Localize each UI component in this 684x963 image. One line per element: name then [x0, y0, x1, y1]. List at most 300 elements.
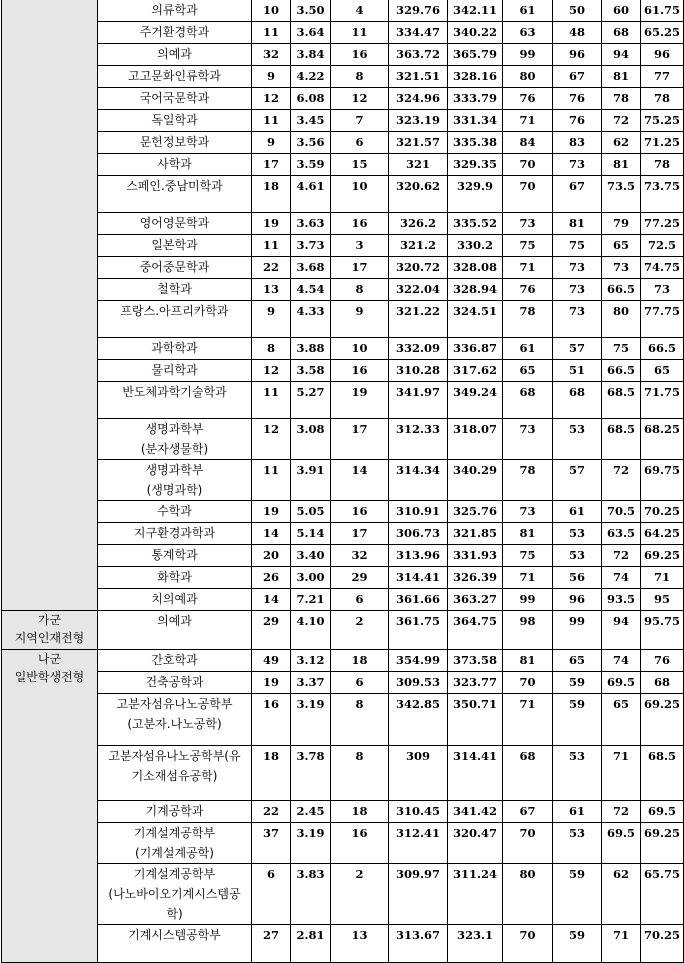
value-cell: 65 [553, 650, 602, 672]
value-cell: 323.77 [448, 672, 503, 694]
value-cell: 71 [503, 694, 553, 746]
value-cell: 5.14 [291, 523, 331, 545]
value-cell: 73 [553, 257, 602, 279]
table-row [2, 132, 684, 154]
value-cell: 78 [503, 460, 553, 501]
value-cell: 320.47 [448, 823, 503, 864]
value-cell: 70.25 [641, 501, 684, 523]
value-cell: 69.25 [641, 694, 684, 746]
table-row [2, 213, 684, 235]
value-cell: 365.79 [448, 44, 503, 66]
department-cell: 일본학과 [98, 235, 252, 257]
value-cell: 313.96 [389, 545, 448, 567]
value-cell: 329.9 [448, 176, 503, 213]
value-cell: 321.51 [389, 66, 448, 88]
table-row [2, 672, 684, 694]
value-cell: 16 [331, 501, 389, 523]
value-cell: 3.40 [291, 545, 331, 567]
department-cell: 기계설계공학부 (기계설계공학) [98, 823, 252, 864]
department-cell: 의류학과 [98, 0, 252, 22]
value-cell: 14 [252, 523, 291, 545]
department-cell: 물리학과 [98, 360, 252, 382]
value-cell: 70.5 [602, 501, 641, 523]
table-row [2, 279, 684, 301]
value-cell: 62 [602, 864, 641, 925]
value-cell: 70 [503, 176, 553, 213]
value-cell: 324.51 [448, 301, 503, 338]
department-cell: 고분자섬유나노공학부 (고분자.나노공학) [98, 694, 252, 746]
table-row [2, 925, 684, 963]
department-cell: 간호학과 [98, 650, 252, 672]
value-cell: 59 [553, 864, 602, 925]
value-cell: 9 [252, 66, 291, 88]
admission-results-table [1, 0, 684, 963]
value-cell: 49 [252, 650, 291, 672]
department-cell: 주거환경학과 [98, 22, 252, 44]
value-cell: 11 [252, 460, 291, 501]
value-cell: 11 [252, 110, 291, 132]
department-cell: 독일학과 [98, 110, 252, 132]
value-cell: 81 [503, 650, 553, 672]
value-cell: 320.62 [389, 176, 448, 213]
value-cell: 59 [553, 672, 602, 694]
value-cell: 74.75 [641, 257, 684, 279]
value-cell: 76 [641, 650, 684, 672]
value-cell: 314.41 [389, 567, 448, 589]
value-cell: 12 [252, 419, 291, 460]
department-cell: 고고문화인류학과 [98, 66, 252, 88]
value-cell: 17 [331, 419, 389, 460]
value-cell: 75 [602, 338, 641, 360]
value-cell: 12 [331, 88, 389, 110]
value-cell: 73.75 [641, 176, 684, 213]
department-cell: 지구환경과학과 [98, 523, 252, 545]
value-cell: 64.25 [641, 523, 684, 545]
value-cell: 73 [641, 279, 684, 301]
value-cell: 329.35 [448, 154, 503, 176]
value-cell: 4 [331, 0, 389, 22]
value-cell: 363.72 [389, 44, 448, 66]
value-cell: 310.91 [389, 501, 448, 523]
value-cell: 71.25 [641, 132, 684, 154]
value-cell: 306.73 [389, 523, 448, 545]
value-cell: 333.79 [448, 88, 503, 110]
value-cell: 7.21 [291, 589, 331, 611]
value-cell: 361.66 [389, 589, 448, 611]
value-cell: 3.19 [291, 694, 331, 746]
value-cell: 12 [252, 88, 291, 110]
value-cell: 66.5 [602, 360, 641, 382]
value-cell: 326.39 [448, 567, 503, 589]
value-cell: 14 [252, 589, 291, 611]
value-cell: 9 [331, 301, 389, 338]
value-cell: 7 [331, 110, 389, 132]
value-cell: 341.42 [448, 801, 503, 823]
admission-track-cell: 나군 일반학생전형 [2, 650, 98, 963]
value-cell: 3.37 [291, 672, 331, 694]
value-cell: 81 [602, 66, 641, 88]
value-cell: 16 [331, 44, 389, 66]
value-cell: 6.08 [291, 88, 331, 110]
table-row [2, 110, 684, 132]
value-cell: 328.16 [448, 66, 503, 88]
value-cell: 70 [503, 823, 553, 864]
value-cell: 73 [553, 279, 602, 301]
value-cell: 8 [331, 694, 389, 746]
table-row [2, 589, 684, 611]
value-cell: 19 [252, 501, 291, 523]
value-cell: 19 [252, 213, 291, 235]
value-cell: 322.04 [389, 279, 448, 301]
value-cell: 11 [252, 22, 291, 44]
value-cell: 67 [553, 66, 602, 88]
department-cell: 생명과학부 (생명과학) [98, 460, 252, 501]
value-cell: 2.45 [291, 801, 331, 823]
value-cell: 77.25 [641, 213, 684, 235]
department-cell: 스페인.중남미학과 [98, 176, 252, 213]
value-cell: 57 [553, 460, 602, 501]
value-cell: 96 [641, 44, 684, 66]
value-cell: 6 [331, 672, 389, 694]
department-cell: 의예과 [98, 611, 252, 650]
table-row [2, 864, 684, 925]
value-cell: 65 [503, 360, 553, 382]
value-cell: 73 [503, 419, 553, 460]
value-cell: 99 [503, 589, 553, 611]
value-cell: 19 [252, 672, 291, 694]
department-cell: 반도체과학기술학과 [98, 382, 252, 419]
value-cell: 16 [331, 213, 389, 235]
table-row [2, 301, 684, 338]
value-cell: 98 [503, 611, 553, 650]
value-cell: 3.56 [291, 132, 331, 154]
value-cell: 14 [331, 460, 389, 501]
value-cell: 328.08 [448, 257, 503, 279]
value-cell: 53 [553, 545, 602, 567]
value-cell: 62 [602, 132, 641, 154]
value-cell: 317.62 [448, 360, 503, 382]
table-row [2, 44, 684, 66]
value-cell: 70 [503, 925, 553, 963]
value-cell: 99 [503, 44, 553, 66]
value-cell: 37 [252, 823, 291, 864]
value-cell: 53 [553, 419, 602, 460]
value-cell: 71 [602, 925, 641, 963]
table-row [2, 88, 684, 110]
value-cell: 3.73 [291, 235, 331, 257]
value-cell: 73 [602, 257, 641, 279]
value-cell: 68.5 [641, 746, 684, 801]
department-cell: 생명과학부 (분자생물학) [98, 419, 252, 460]
table-row [2, 650, 684, 672]
value-cell: 3.08 [291, 419, 331, 460]
table-row [2, 460, 684, 501]
value-cell: 309.53 [389, 672, 448, 694]
value-cell: 70.25 [641, 925, 684, 963]
department-cell: 기계시스템공학부 [98, 925, 252, 963]
value-cell: 27 [252, 925, 291, 963]
value-cell: 6 [331, 589, 389, 611]
value-cell: 60 [602, 0, 641, 22]
value-cell: 94 [602, 611, 641, 650]
value-cell: 73 [503, 501, 553, 523]
value-cell: 50 [553, 0, 602, 22]
value-cell: 334.47 [389, 22, 448, 44]
value-cell: 29 [331, 567, 389, 589]
value-cell: 68.5 [602, 419, 641, 460]
value-cell: 340.22 [448, 22, 503, 44]
value-cell: 72 [602, 460, 641, 501]
value-cell: 68 [602, 22, 641, 44]
value-cell: 95 [641, 589, 684, 611]
value-cell: 16 [331, 360, 389, 382]
value-cell: 75.25 [641, 110, 684, 132]
value-cell: 3.58 [291, 360, 331, 382]
value-cell: 67 [553, 176, 602, 213]
value-cell: 340.29 [448, 460, 503, 501]
value-cell: 59 [553, 925, 602, 963]
value-cell: 9 [252, 301, 291, 338]
value-cell: 323.19 [389, 110, 448, 132]
value-cell: 71 [641, 567, 684, 589]
value-cell: 4.22 [291, 66, 331, 88]
value-cell: 69.75 [641, 460, 684, 501]
value-cell: 99 [553, 611, 602, 650]
department-cell: 치의예과 [98, 589, 252, 611]
value-cell: 75 [553, 235, 602, 257]
value-cell: 3.12 [291, 650, 331, 672]
table-row [2, 746, 684, 801]
value-cell: 363.27 [448, 589, 503, 611]
value-cell: 20 [252, 545, 291, 567]
value-cell: 78 [641, 88, 684, 110]
value-cell: 309.97 [389, 864, 448, 925]
value-cell: 56 [553, 567, 602, 589]
value-cell: 335.52 [448, 213, 503, 235]
admission-track-cell: 가군 지역인재전형 [2, 611, 98, 650]
value-cell: 3.00 [291, 567, 331, 589]
value-cell: 342.85 [389, 694, 448, 746]
value-cell: 72 [602, 110, 641, 132]
value-cell: 80 [503, 66, 553, 88]
value-cell: 321 [389, 154, 448, 176]
value-cell: 314.41 [448, 746, 503, 801]
value-cell: 71 [503, 257, 553, 279]
value-cell: 350.71 [448, 694, 503, 746]
value-cell: 29 [252, 611, 291, 650]
table-row [2, 823, 684, 864]
value-cell: 71 [503, 567, 553, 589]
table-row [2, 154, 684, 176]
value-cell: 73 [553, 154, 602, 176]
value-cell: 81 [602, 154, 641, 176]
department-cell: 문헌정보학과 [98, 132, 252, 154]
value-cell: 310.28 [389, 360, 448, 382]
value-cell: 5.27 [291, 382, 331, 419]
value-cell: 80 [602, 301, 641, 338]
value-cell: 18 [331, 801, 389, 823]
value-cell: 3 [331, 235, 389, 257]
admission-track-cell [2, 0, 98, 611]
table-row [2, 501, 684, 523]
value-cell: 75 [503, 545, 553, 567]
value-cell: 19 [331, 382, 389, 419]
value-cell: 26 [252, 567, 291, 589]
department-cell: 고분자섬유나노공학부(유 기소재섬유공학) [98, 746, 252, 801]
value-cell: 18 [331, 650, 389, 672]
value-cell: 10 [252, 0, 291, 22]
value-cell: 69.5 [602, 823, 641, 864]
value-cell: 76 [503, 279, 553, 301]
value-cell: 71 [503, 110, 553, 132]
value-cell: 73.5 [602, 176, 641, 213]
value-cell: 318.07 [448, 419, 503, 460]
table-row [2, 611, 684, 650]
value-cell: 22 [252, 257, 291, 279]
value-cell: 328.94 [448, 279, 503, 301]
value-cell: 3.88 [291, 338, 331, 360]
table-row [2, 360, 684, 382]
value-cell: 354.99 [389, 650, 448, 672]
value-cell: 69.25 [641, 823, 684, 864]
value-cell: 72 [602, 545, 641, 567]
value-cell: 68 [503, 746, 553, 801]
value-cell: 3.63 [291, 213, 331, 235]
value-cell: 341.97 [389, 382, 448, 419]
value-cell: 3.84 [291, 44, 331, 66]
value-cell: 53 [553, 746, 602, 801]
department-cell: 과학학과 [98, 338, 252, 360]
table-row [2, 338, 684, 360]
value-cell: 342.11 [448, 0, 503, 22]
value-cell: 57 [553, 338, 602, 360]
value-cell: 16 [252, 694, 291, 746]
value-cell: 77 [641, 66, 684, 88]
value-cell: 84 [503, 132, 553, 154]
value-cell: 2 [331, 611, 389, 650]
value-cell: 11 [252, 235, 291, 257]
value-cell: 310.45 [389, 801, 448, 823]
value-cell: 3.50 [291, 0, 331, 22]
department-cell: 건축공학과 [98, 672, 252, 694]
value-cell: 51 [553, 360, 602, 382]
value-cell: 68.25 [641, 419, 684, 460]
value-cell: 59 [553, 694, 602, 746]
value-cell: 32 [331, 545, 389, 567]
value-cell: 332.09 [389, 338, 448, 360]
value-cell: 8 [252, 338, 291, 360]
value-cell: 74 [602, 567, 641, 589]
value-cell: 70 [503, 154, 553, 176]
value-cell: 77.75 [641, 301, 684, 338]
value-cell: 71 [602, 746, 641, 801]
value-cell: 71.75 [641, 382, 684, 419]
table-row [2, 801, 684, 823]
value-cell: 320.72 [389, 257, 448, 279]
value-cell: 349.24 [448, 382, 503, 419]
value-cell: 314.34 [389, 460, 448, 501]
value-cell: 16 [331, 823, 389, 864]
value-cell: 73 [553, 301, 602, 338]
value-cell: 3.59 [291, 154, 331, 176]
table-row [2, 567, 684, 589]
department-cell: 수학과 [98, 501, 252, 523]
value-cell: 70 [503, 672, 553, 694]
value-cell: 78 [602, 88, 641, 110]
value-cell: 81 [503, 523, 553, 545]
value-cell: 61.75 [641, 0, 684, 22]
value-cell: 68 [503, 382, 553, 419]
value-cell: 336.87 [448, 338, 503, 360]
value-cell: 61 [503, 0, 553, 22]
department-cell: 기계공학과 [98, 801, 252, 823]
value-cell: 309 [389, 746, 448, 801]
value-cell: 4.54 [291, 279, 331, 301]
value-cell: 364.75 [448, 611, 503, 650]
value-cell: 325.76 [448, 501, 503, 523]
department-cell: 기계설계공학부 (나노바이오기계시스템공 학) [98, 864, 252, 925]
value-cell: 72 [602, 801, 641, 823]
value-cell: 17 [331, 257, 389, 279]
value-cell: 63.5 [602, 523, 641, 545]
value-cell: 6 [331, 132, 389, 154]
value-cell: 65.75 [641, 864, 684, 925]
value-cell: 72.5 [641, 235, 684, 257]
value-cell: 12 [252, 360, 291, 382]
value-cell: 331.34 [448, 110, 503, 132]
department-cell: 의예과 [98, 44, 252, 66]
table-row [2, 382, 684, 419]
table-row [2, 545, 684, 567]
value-cell: 65 [641, 360, 684, 382]
department-cell: 철학과 [98, 279, 252, 301]
value-cell: 69.5 [641, 801, 684, 823]
value-cell: 61 [553, 501, 602, 523]
value-cell: 76 [553, 88, 602, 110]
value-cell: 3.45 [291, 110, 331, 132]
value-cell: 22 [252, 801, 291, 823]
table-row [2, 235, 684, 257]
value-cell: 69.25 [641, 545, 684, 567]
value-cell: 335.38 [448, 132, 503, 154]
value-cell: 3.91 [291, 460, 331, 501]
value-cell: 17 [331, 523, 389, 545]
table-row [2, 22, 684, 44]
table-row [2, 694, 684, 746]
value-cell: 324.96 [389, 88, 448, 110]
value-cell: 3.64 [291, 22, 331, 44]
value-cell: 65 [602, 694, 641, 746]
value-cell: 321.57 [389, 132, 448, 154]
value-cell: 96 [553, 589, 602, 611]
value-cell: 95.75 [641, 611, 684, 650]
value-cell: 17 [252, 154, 291, 176]
table-row [2, 523, 684, 545]
value-cell: 67 [503, 801, 553, 823]
value-cell: 329.76 [389, 0, 448, 22]
value-cell: 32 [252, 44, 291, 66]
value-cell: 2 [331, 864, 389, 925]
value-cell: 74 [602, 650, 641, 672]
department-cell: 국어국문학과 [98, 88, 252, 110]
value-cell: 4.33 [291, 301, 331, 338]
value-cell: 3.78 [291, 746, 331, 801]
value-cell: 312.41 [389, 823, 448, 864]
value-cell: 13 [331, 925, 389, 963]
table-row [2, 176, 684, 213]
value-cell: 94 [602, 44, 641, 66]
value-cell: 311.24 [448, 864, 503, 925]
